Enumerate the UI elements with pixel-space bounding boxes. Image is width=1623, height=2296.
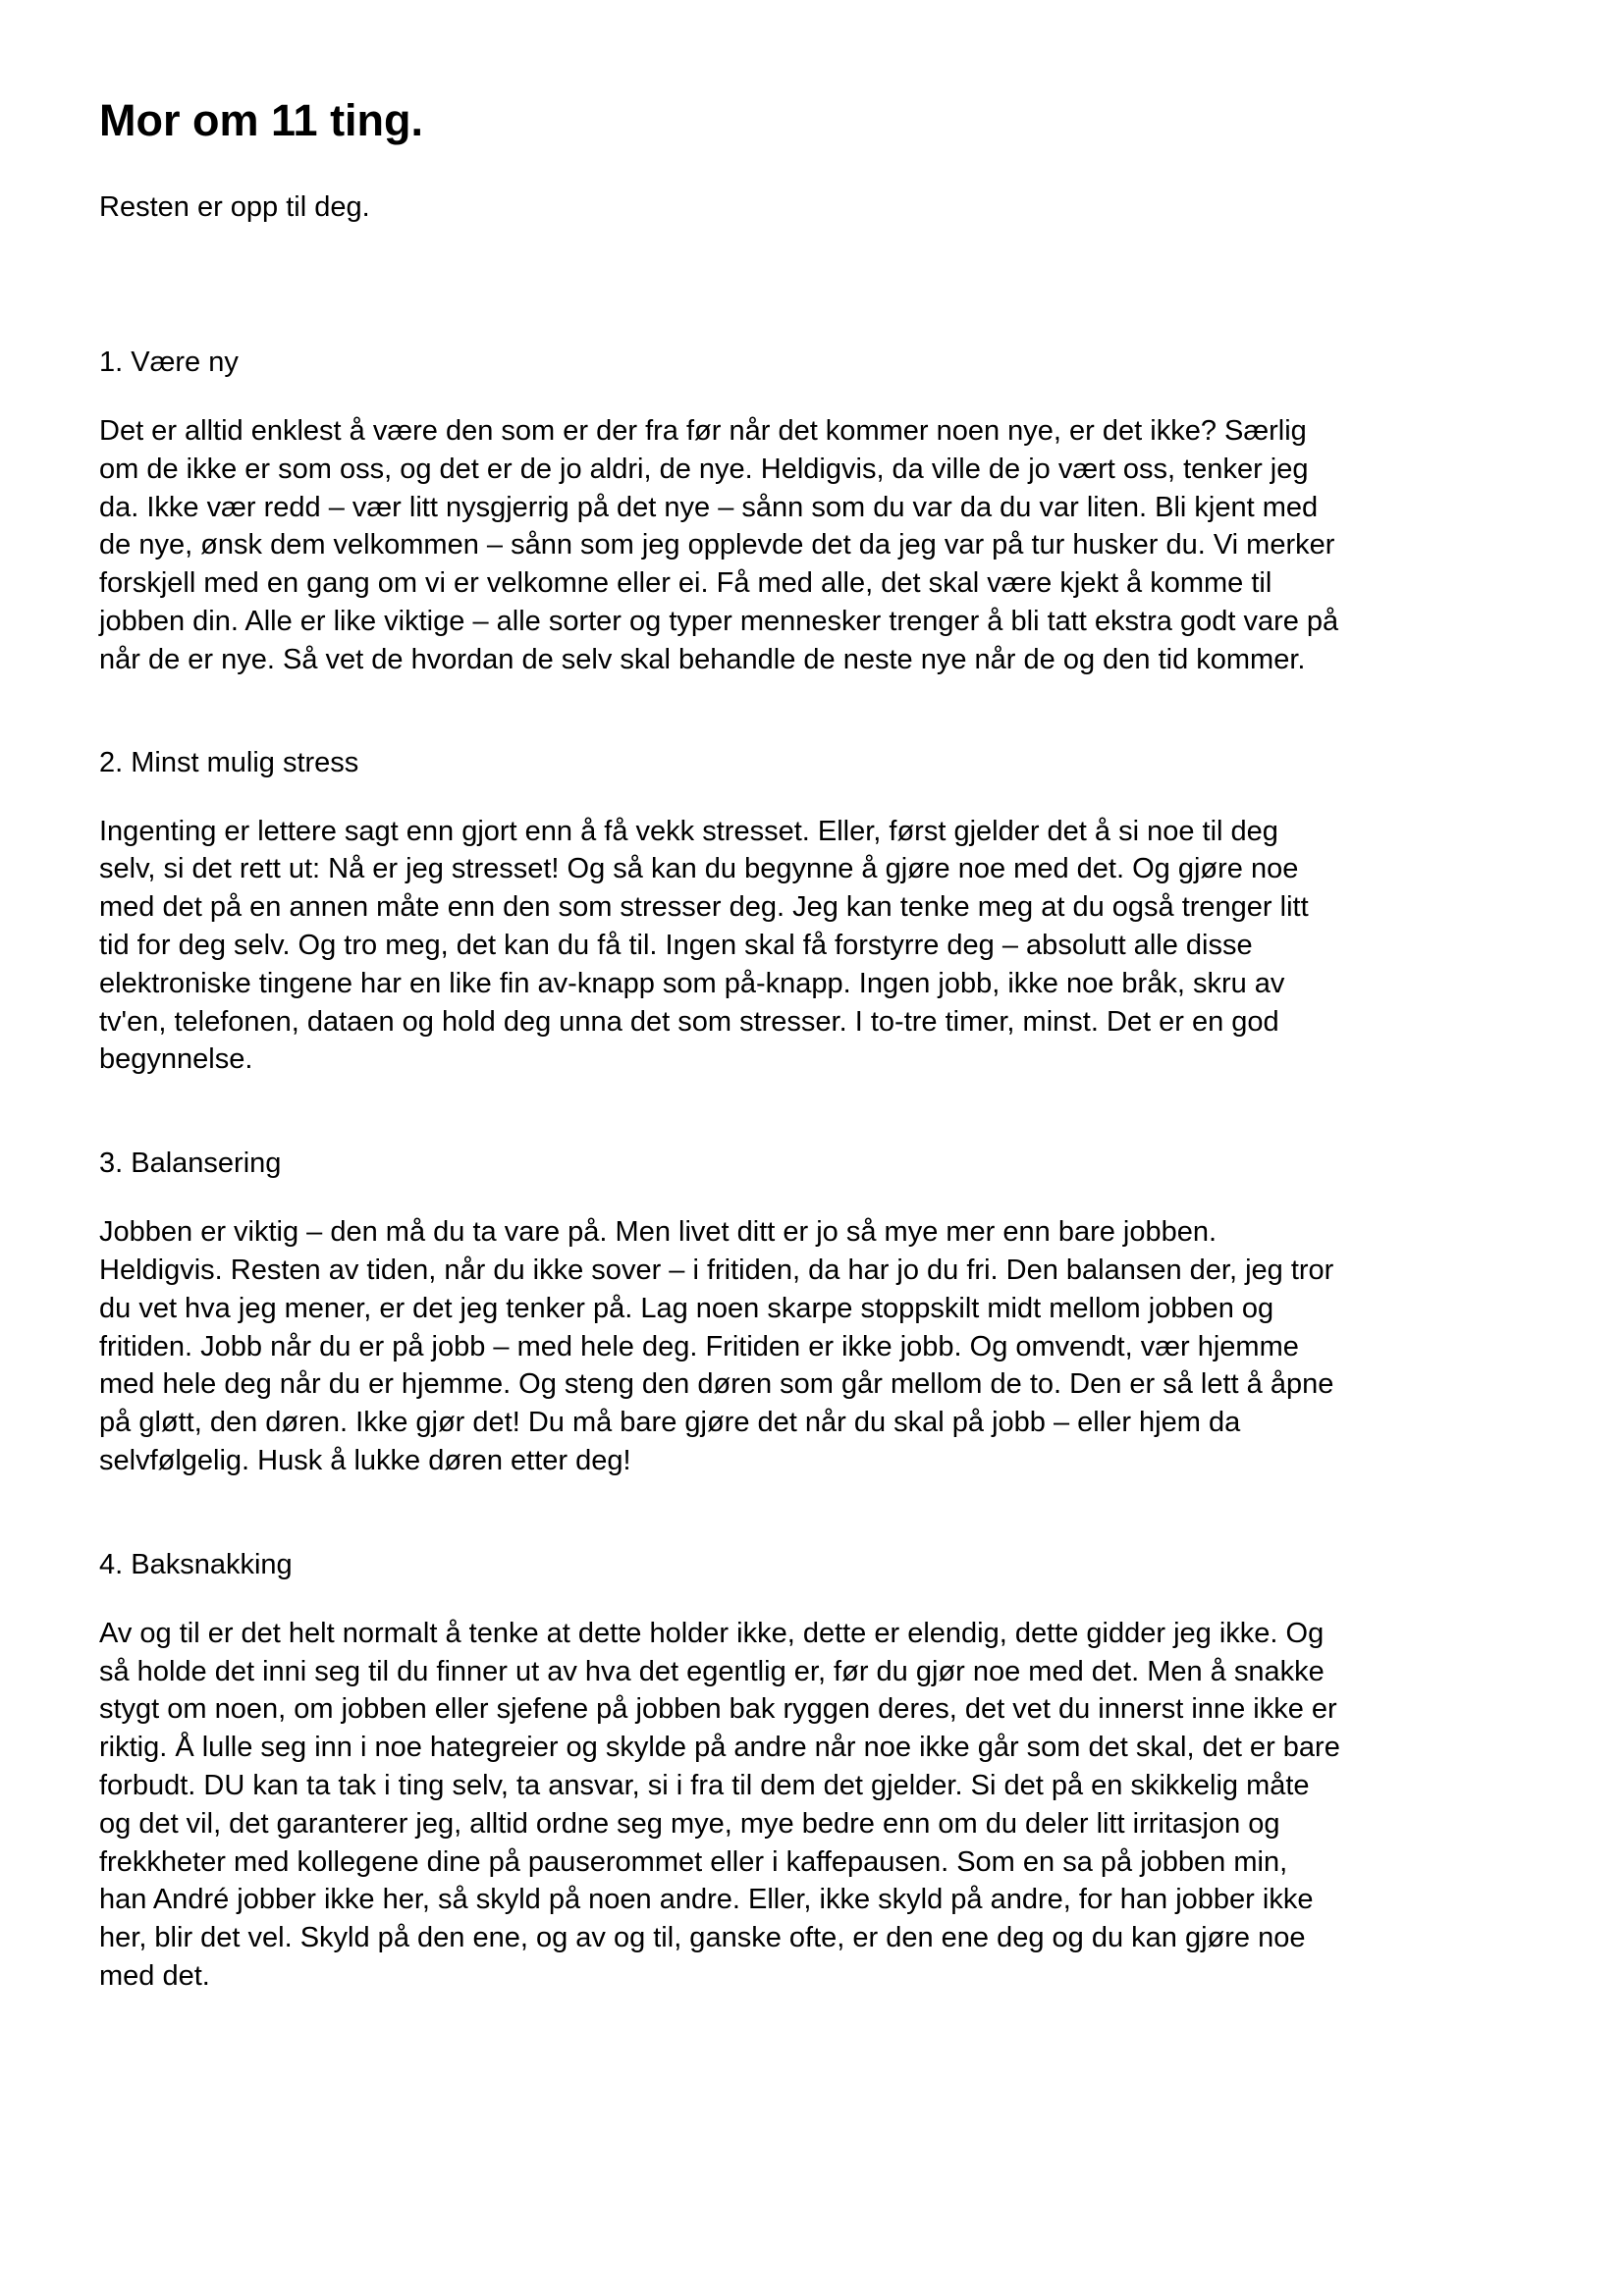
- body-line: begynnelse.: [99, 1043, 253, 1076]
- section-minst-mulig-stress: [99, 746, 1542, 1080]
- section-heading: 1. Være ny: [99, 347, 239, 378]
- document-page: [99, 95, 1542, 1996]
- body-line: så holde det inni seg til du finner ut av hva det egentlig er, før du gjør noe med det. Men å snakke: [99, 1655, 1325, 1687]
- body-line: forskjell med en gang om vi er velkomne eller ei. Få med alle, det skal være kjekt å komme til: [99, 567, 1272, 600]
- section-body: [99, 813, 1542, 1080]
- body-line: han André jobber ikke her, så skyld på noen andre. Eller, ikke skyld på andre, for han jobber ikke: [99, 1884, 1314, 1916]
- body-line: Heldigvis. Resten av tiden, når du ikke sover – i fritiden, da har jo du fri. Den balansen der, jeg tror: [99, 1254, 1334, 1286]
- section-balansering: [99, 1149, 1542, 1480]
- body-line: med hele deg når du er hjemme. Og steng den døren som går mellom de to. Den er så lett å åpne: [99, 1368, 1334, 1401]
- body-line: jobben din. Alle er like viktige – alle sorter og typer mennesker trenger å bli tatt ekstra godt vare på: [99, 605, 1339, 637]
- body-line: Det er alltid enklest å være den som er der fra før når det kommer noen nye, er det ikke? Særlig: [99, 415, 1307, 447]
- body-line: med det på en annen måte enn den som stresser deg. Jeg kan tenke meg at du også trenger litt: [99, 891, 1309, 924]
- body-line: stygt om noen, om jobben eller sjefene på jobben bak ryggen deres, det vet du innerst inne ikke er: [99, 1693, 1337, 1726]
- body-line: selvfølgelig. Husk å lukke døren etter deg!: [99, 1444, 631, 1476]
- body-line: om de ikke er som oss, og det er de jo aldri, de nye. Heldigvis, da ville de jo vært oss, tenker jeg: [99, 453, 1309, 485]
- body-line: med det.: [99, 1959, 210, 1992]
- body-line: og det vil, det garanterer jeg, alltid ordne seg mye, mye bedre enn om du deler litt irritasjon og: [99, 1807, 1280, 1840]
- section-body: [99, 1213, 1542, 1480]
- body-line: forbudt. DU kan ta tak i ting selv, ta ansvar, si i fra til dem det gjelder. Si det på en skikkelig måte: [99, 1769, 1310, 1801]
- body-line: Av og til er det helt normalt å tenke at dette holder ikke, dette er elendig, dette gidder jeg ikke. Og: [99, 1617, 1325, 1649]
- section-heading: 4. Baksnakking: [99, 1548, 293, 1580]
- body-line: når de er nye. Så vet de hvordan de selv skal behandle de neste nye når de og den tid kommer.: [99, 643, 1306, 675]
- body-line: her, blir det vel. Skyld på den ene, og av og til, ganske ofte, er den ene deg og du kan gjøre noe: [99, 1922, 1306, 1954]
- body-line: riktig. Å lulle seg inn i noe hategreier og skylde på andre når noe ikke går som det skal, det er bare: [99, 1732, 1340, 1764]
- body-line: de nye, ønsk dem velkommen – sånn som jeg opplevde det da jeg var på tur husker du. Vi merker: [99, 529, 1335, 561]
- body-line: fritiden. Jobb når du er på jobb – med hele deg. Fritiden er ikke jobb. Og omvendt, vær hjemme: [99, 1330, 1299, 1362]
- body-line: da. Ikke vær redd – vær litt nysgjerrig på det nye – sånn som du var da du var liten. Bli kjent med: [99, 491, 1319, 523]
- body-line: tid for deg selv. Og tro meg, det kan du få til. Ingen skal få forstyrre deg – absolutt alle disse: [99, 929, 1253, 961]
- body-line: selv, si det rett ut: Nå er jeg stresset! Og så kan du begynne å gjøre noe med det. Og gjøre noe: [99, 853, 1299, 885]
- body-line: frekkheter med kollegene dine på pauserommet eller i kaffepausen. Som en sa på jobben min,: [99, 1845, 1288, 1878]
- section-heading: 2. Minst mulig stress: [99, 746, 359, 778]
- section-baksnakking: [99, 1548, 1542, 1996]
- body-line: Ingenting er lettere sagt enn gjort enn å få vekk stresset. Eller, først gjelder det å si noe til deg: [99, 815, 1278, 847]
- body-line: tv'en, telefonen, dataen og hold deg unna det som stresser. I to-tre timer, minst. Det er en god: [99, 1005, 1279, 1038]
- section-body: [99, 412, 1542, 679]
- document-title: Mor om 11 ting.: [99, 95, 424, 145]
- section-heading: 3. Balansering: [99, 1148, 282, 1180]
- section-body: [99, 1615, 1542, 1996]
- body-line: elektroniske tingene har en like fin av-knapp som på-knapp. Ingen jobb, ikke noe bråk, skru av: [99, 967, 1285, 999]
- body-line: på gløtt, den døren. Ikke gjør det! Du må bare gjøre det når du skal på jobb – eller hjem da: [99, 1407, 1241, 1439]
- section-vaere-ny: [99, 348, 1542, 679]
- body-line: du vet hva jeg mener, er det jeg tenker på. Lag noen skarpe stoppskilt midt mellom jobben og: [99, 1292, 1274, 1324]
- body-line: Jobben er viktig – den må du ta vare på. Men livet ditt er jo så mye mer enn bare jobben.: [99, 1216, 1217, 1249]
- document-subtitle: Resten er opp til deg.: [99, 191, 370, 223]
